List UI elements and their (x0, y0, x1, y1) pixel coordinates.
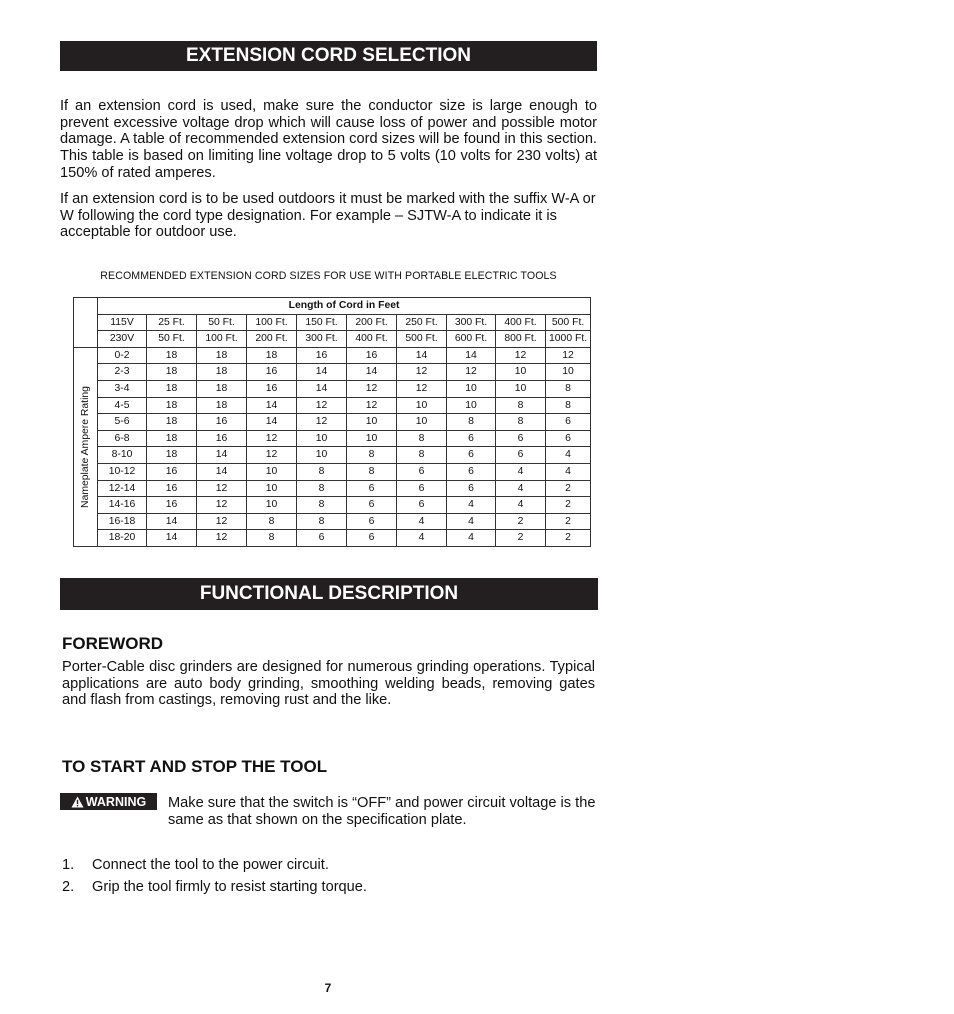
table-cell: 50 Ft. (197, 314, 247, 331)
ampere-range-cell: 10-12 (98, 463, 147, 480)
table-row (74, 414, 591, 431)
gauge-cell: 12 (297, 414, 347, 431)
gauge-cell: 6 (546, 430, 591, 447)
gauge-cell: 4 (447, 530, 496, 547)
gauge-cell: 10 (247, 480, 297, 497)
table-row (74, 530, 591, 547)
page-number: 7 (324, 981, 332, 995)
gauge-cell: 16 (197, 430, 247, 447)
warning-label (60, 793, 157, 810)
step-item (62, 857, 329, 873)
gauge-cell: 2 (496, 530, 546, 547)
gauge-cell: 8 (297, 480, 347, 497)
gauge-cell: 10 (496, 364, 546, 381)
gauge-cell: 10 (247, 463, 297, 480)
table-cell: 25 Ft. (147, 314, 197, 331)
ampere-range-cell: 14-16 (98, 497, 147, 514)
gauge-cell: 4 (546, 463, 591, 480)
gauge-cell: 18 (147, 347, 197, 364)
extension-paragraph-1: If an extension cord is used, make sure the conductor size is large enough to prevent excessive voltage drop which will cause loss of power and possible motor damage. A table of recommended extension cord sizes will be found in this section. This table is based on limiting line voltage drop to 5 volts (10 volts for 230 volts) at 150% of rated amperes. (60, 98, 597, 181)
step-text: Grip the tool firmly to resist starting torque. (92, 879, 367, 895)
gauge-cell: 18 (147, 364, 197, 381)
table-row (74, 397, 591, 414)
gauge-cell: 14 (447, 347, 496, 364)
gauge-cell: 10 (347, 414, 397, 431)
gauge-cell: 6 (447, 447, 496, 464)
table-row (74, 513, 591, 530)
gauge-cell: 6 (347, 513, 397, 530)
voltage-row-115 (74, 314, 591, 331)
gauge-cell: 14 (347, 364, 397, 381)
gauge-cell: 12 (197, 480, 247, 497)
length-header: Length of Cord in Feet (98, 298, 591, 315)
gauge-cell: 8 (247, 530, 297, 547)
gauge-cell: 12 (197, 530, 247, 547)
gauge-cell: 12 (347, 380, 397, 397)
gauge-cell: 4 (447, 513, 496, 530)
gauge-cell: 6 (347, 530, 397, 547)
table-cell: 300 Ft. (297, 331, 347, 348)
gauge-cell: 14 (247, 414, 297, 431)
gauge-cell: 18 (147, 447, 197, 464)
table-cell: 50 Ft. (147, 331, 197, 348)
table-row (74, 463, 591, 480)
gauge-cell: 2 (546, 480, 591, 497)
gauge-cell: 10 (397, 397, 447, 414)
gauge-cell: 10 (247, 497, 297, 514)
ampere-rating-label: Nameplate Ampere Rating (79, 385, 91, 508)
gauge-cell: 18 (197, 380, 247, 397)
table-row (74, 447, 591, 464)
table-cell: 400 Ft. (347, 331, 397, 348)
gauge-cell: 16 (147, 463, 197, 480)
ampere-range-cell: 16-18 (98, 513, 147, 530)
section-title-functional: FUNCTIONAL DESCRIPTION (60, 578, 598, 610)
gauge-cell: 8 (496, 414, 546, 431)
table-cell: 230V (98, 331, 147, 348)
gauge-cell: 16 (247, 364, 297, 381)
gauge-cell: 14 (147, 530, 197, 547)
gauge-cell: 4 (496, 463, 546, 480)
gauge-cell: 6 (447, 430, 496, 447)
gauge-cell: 18 (197, 397, 247, 414)
gauge-cell: 6 (447, 463, 496, 480)
foreword-heading: FOREWORD (62, 634, 164, 653)
ampere-range-cell: 4-5 (98, 397, 147, 414)
ampere-range-cell: 6-8 (98, 430, 147, 447)
table-cell: 300 Ft. (447, 314, 496, 331)
table-cell: 500 Ft. (546, 314, 591, 331)
table-cell: 800 Ft. (496, 331, 546, 348)
ampere-range-cell: 3-4 (98, 380, 147, 397)
gauge-cell: 6 (496, 430, 546, 447)
gauge-cell: 18 (197, 347, 247, 364)
warning-triangle-icon (71, 796, 84, 808)
gauge-cell: 18 (147, 397, 197, 414)
gauge-cell: 4 (447, 497, 496, 514)
table-cell: 200 Ft. (347, 314, 397, 331)
gauge-cell: 12 (297, 397, 347, 414)
gauge-cell: 10 (447, 380, 496, 397)
gauge-cell: 14 (397, 347, 447, 364)
table-row (74, 380, 591, 397)
gauge-cell: 18 (147, 380, 197, 397)
table-corner (74, 298, 98, 315)
gauge-cell: 18 (247, 347, 297, 364)
ampere-range-cell: 2-3 (98, 364, 147, 381)
gauge-cell: 14 (297, 364, 347, 381)
gauge-cell: 12 (496, 347, 546, 364)
ampere-range-cell: 5-6 (98, 414, 147, 431)
gauge-cell: 6 (347, 497, 397, 514)
gauge-cell: 2 (546, 513, 591, 530)
section-title-extension-cord: EXTENSION CORD SELECTION (60, 41, 597, 71)
gauge-cell: 6 (496, 447, 546, 464)
warning-label-text: WARNING (85, 794, 147, 809)
gauge-cell: 10 (496, 380, 546, 397)
table-cell: 115V (98, 314, 147, 331)
gauge-cell: 8 (546, 380, 591, 397)
start-stop-heading: TO START AND STOP THE TOOL (62, 757, 328, 776)
gauge-cell: 8 (447, 414, 496, 431)
gauge-cell: 12 (347, 397, 397, 414)
ampere-range-cell: 12-14 (98, 480, 147, 497)
voltage-row-230 (74, 331, 591, 348)
table-row (74, 497, 591, 514)
gauge-cell: 16 (147, 480, 197, 497)
table-cell: 600 Ft. (447, 331, 496, 348)
gauge-cell: 10 (397, 414, 447, 431)
gauge-cell: 8 (297, 513, 347, 530)
table-cell: 100 Ft. (197, 331, 247, 348)
gauge-cell: 8 (496, 397, 546, 414)
gauge-cell: 8 (347, 447, 397, 464)
gauge-cell: 6 (347, 480, 397, 497)
gauge-cell: 2 (546, 530, 591, 547)
gauge-cell: 16 (247, 380, 297, 397)
foreword-text: Porter-Cable disc grinders are designed for numerous grinding operations. Typical applications are auto body grinding, smoothing welding beads, removing gates and flash from castings, removing rust and the like. (62, 659, 595, 709)
gauge-cell: 16 (297, 347, 347, 364)
table-cell: 400 Ft. (496, 314, 546, 331)
gauge-cell: 14 (197, 447, 247, 464)
gauge-cell: 6 (546, 414, 591, 431)
gauge-cell: 6 (397, 480, 447, 497)
table-row (74, 430, 591, 447)
gauge-cell: 4 (397, 530, 447, 547)
ampere-range-cell: 18-20 (98, 530, 147, 547)
table-cell: 100 Ft. (247, 314, 297, 331)
gauge-cell: 12 (397, 364, 447, 381)
table-cell: 200 Ft. (247, 331, 297, 348)
gauge-cell: 12 (247, 447, 297, 464)
gauge-cell: 8 (247, 513, 297, 530)
table-header-row (74, 298, 591, 315)
gauge-cell: 16 (197, 414, 247, 431)
warning-text: Make sure that the switch is “OFF” and power circuit voltage is the same as that shown on the specification plate. (168, 795, 596, 828)
table-caption: RECOMMENDED EXTENSION CORD SIZES FOR USE WITH PORTABLE ELECTRIC TOOLS (100, 270, 557, 282)
table-cell: 150 Ft. (297, 314, 347, 331)
table-cell: 250 Ft. (397, 314, 447, 331)
gauge-cell: 12 (197, 497, 247, 514)
gauge-cell: 18 (197, 364, 247, 381)
gauge-cell: 6 (397, 497, 447, 514)
step-number: 1. (62, 857, 75, 873)
table-row (74, 347, 591, 364)
gauge-cell: 4 (397, 513, 447, 530)
table-cell: 1000 Ft. (546, 331, 591, 348)
table-corner (74, 314, 98, 331)
gauge-cell: 6 (297, 530, 347, 547)
gauge-cell: 6 (397, 463, 447, 480)
extension-cord-table (73, 297, 591, 547)
table-row (74, 364, 591, 381)
gauge-cell: 4 (546, 447, 591, 464)
gauge-cell: 2 (496, 513, 546, 530)
gauge-cell: 14 (147, 513, 197, 530)
ampere-rating-label-cell (74, 347, 98, 546)
gauge-cell: 10 (297, 430, 347, 447)
gauge-cell: 8 (546, 397, 591, 414)
gauge-cell: 12 (546, 347, 591, 364)
step-number: 2. (62, 879, 75, 895)
gauge-cell: 4 (496, 497, 546, 514)
table-corner (74, 331, 98, 348)
gauge-cell: 10 (546, 364, 591, 381)
gauge-cell: 12 (447, 364, 496, 381)
gauge-cell: 16 (347, 347, 397, 364)
gauge-cell: 18 (147, 414, 197, 431)
gauge-cell: 4 (496, 480, 546, 497)
table-cell: 500 Ft. (397, 331, 447, 348)
gauge-cell: 10 (447, 397, 496, 414)
gauge-cell: 8 (397, 430, 447, 447)
gauge-cell: 2 (546, 497, 591, 514)
gauge-cell: 10 (297, 447, 347, 464)
gauge-cell: 6 (447, 480, 496, 497)
gauge-cell: 12 (397, 380, 447, 397)
gauge-cell: 8 (397, 447, 447, 464)
gauge-cell: 14 (297, 380, 347, 397)
ampere-range-cell: 8-10 (98, 447, 147, 464)
table-row (74, 480, 591, 497)
gauge-cell: 14 (247, 397, 297, 414)
ampere-range-cell: 0-2 (98, 347, 147, 364)
gauge-cell: 18 (147, 430, 197, 447)
extension-paragraph-2: If an extension cord is to be used outdoors it must be marked with the suffix W-A or W following the cord type designation. For example – SJTW-A to indicate it is acceptable for outdoor use. (60, 191, 596, 241)
gauge-cell: 10 (347, 430, 397, 447)
gauge-cell: 14 (197, 463, 247, 480)
step-text: Connect the tool to the power circuit. (92, 857, 329, 873)
gauge-cell: 8 (297, 463, 347, 480)
gauge-cell: 8 (297, 497, 347, 514)
step-item (62, 879, 367, 895)
gauge-cell: 12 (247, 430, 297, 447)
gauge-cell: 16 (147, 497, 197, 514)
gauge-cell: 12 (197, 513, 247, 530)
gauge-cell: 8 (347, 463, 397, 480)
